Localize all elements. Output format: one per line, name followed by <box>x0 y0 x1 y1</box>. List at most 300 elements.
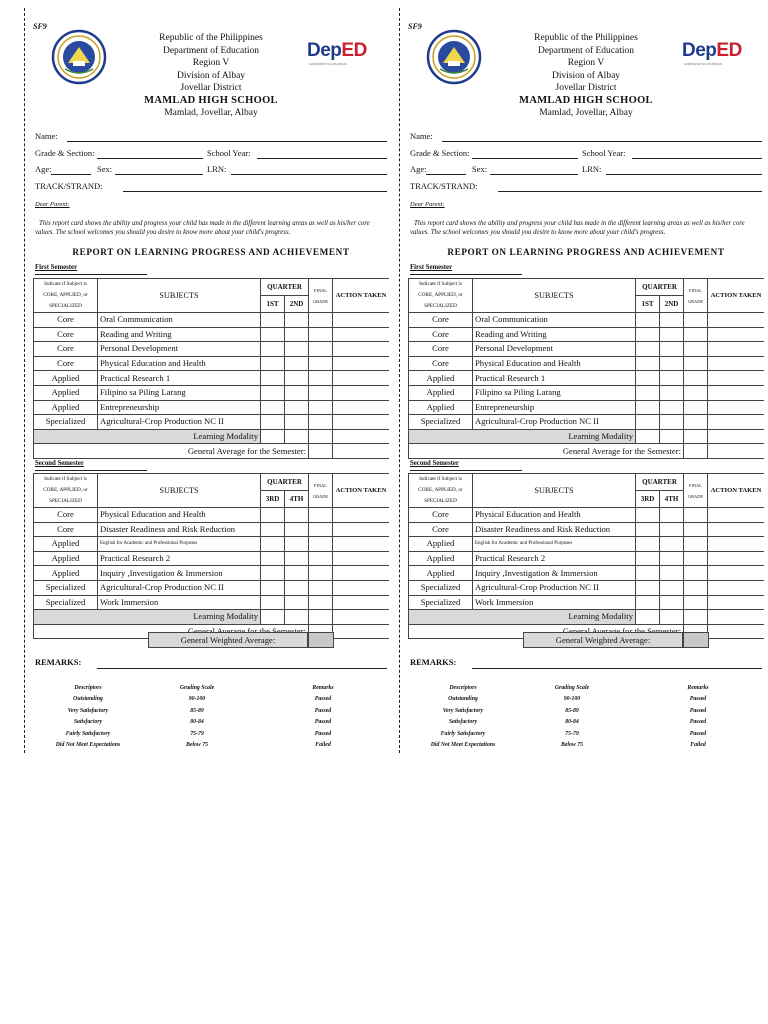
grading-cell: 80-84 <box>190 719 204 726</box>
quarter-grade-a[interactable] <box>261 356 285 371</box>
header-department: Department of Education <box>162 45 260 56</box>
general-average-row <box>409 444 765 459</box>
action-taken[interactable] <box>333 566 389 581</box>
grading-header: Descriptors <box>74 685 102 691</box>
subject-name: Agricultural-Crop Production NC II <box>98 580 261 595</box>
subject-name: Work Immersion <box>473 595 636 610</box>
general-average-action[interactable] <box>708 444 764 459</box>
header-action-taken: ACTION TAKEN <box>708 474 764 508</box>
final-grade[interactable] <box>309 551 333 566</box>
learning-modality-final[interactable] <box>684 429 708 444</box>
form-code: SF9 <box>33 22 47 31</box>
learning-modality-action[interactable] <box>708 429 764 444</box>
quarter-grade-b[interactable] <box>660 522 684 537</box>
quarter-grade-b[interactable] <box>285 508 309 523</box>
report-title: REPORT ON LEARNING PROGRESS AND ACHIEVEMENT <box>447 247 725 257</box>
action-taken[interactable] <box>708 313 764 328</box>
subject-type: Applied <box>34 537 98 552</box>
quarter-grade-a[interactable] <box>261 327 285 342</box>
quarter-grade-b[interactable] <box>660 537 684 552</box>
learning-modality-label: Learning Modality <box>409 610 636 625</box>
learning-modality-label: Learning Modality <box>409 429 636 444</box>
grading-cell: Failed <box>315 742 331 749</box>
header-quarter: QUARTER <box>636 474 684 491</box>
subject-type: Specialized <box>34 415 98 430</box>
subject-row <box>409 327 765 342</box>
quarter-grade-a[interactable] <box>261 537 285 552</box>
subject-name: Inquiry ,Investigation & Immersion <box>98 566 261 581</box>
second-semester-underline <box>35 470 147 471</box>
quarter-grade-a[interactable] <box>261 313 285 328</box>
subject-name: Practical Research 2 <box>473 551 636 566</box>
general-average-row <box>34 444 390 459</box>
general-average-value[interactable] <box>684 444 708 459</box>
header-district: Jovellar District <box>555 83 617 93</box>
remarks-label: REMARKS: <box>410 657 457 667</box>
quarter-grade-b[interactable] <box>285 415 309 430</box>
sex-line[interactable] <box>115 174 203 175</box>
quarter-grade-b[interactable] <box>285 327 309 342</box>
action-taken[interactable] <box>708 537 764 552</box>
subject-type: Applied <box>409 551 473 566</box>
quarter-grade-a[interactable] <box>261 385 285 400</box>
quarter-grade-a[interactable] <box>636 537 660 552</box>
quarter-grade-b[interactable] <box>660 415 684 430</box>
quarter-grade-a[interactable] <box>636 356 660 371</box>
grading-header: Descriptors <box>449 685 477 691</box>
final-grade[interactable] <box>684 595 708 610</box>
quarter-grade-a[interactable] <box>261 342 285 357</box>
subject-name: Practical Research 2 <box>98 551 261 566</box>
action-taken[interactable] <box>708 385 764 400</box>
subject-type: Core <box>34 342 98 357</box>
quarter-grade-a[interactable] <box>636 580 660 595</box>
subject-type: Specialized <box>409 595 473 610</box>
form-code: SF9 <box>408 22 422 31</box>
final-grade[interactable] <box>309 580 333 595</box>
quarter-grade-b[interactable] <box>285 551 309 566</box>
name-line[interactable] <box>442 141 762 142</box>
first-semester-table <box>408 278 764 459</box>
final-grade[interactable] <box>309 537 333 552</box>
learning-modality-value-b[interactable] <box>660 610 684 625</box>
quarter-grade-b[interactable] <box>285 537 309 552</box>
action-taken[interactable] <box>708 356 764 371</box>
final-grade[interactable] <box>684 327 708 342</box>
learning-modality-value-b[interactable] <box>285 610 309 625</box>
grading-col-scale <box>532 683 612 751</box>
subject-type: Core <box>34 356 98 371</box>
quarter-grade-a[interactable] <box>636 400 660 415</box>
grading-cell: Below 75 <box>185 742 209 749</box>
grading-cell: Did Not Meet Expectations <box>55 742 121 749</box>
quarter-grade-b[interactable] <box>660 595 684 610</box>
grading-cell: Passed <box>314 719 332 726</box>
action-taken[interactable] <box>708 566 764 581</box>
intro-text: This report card shows the ability and progress your child has made in the different learning areas as well as his/her core values. The school welcomes you should you desire to know more about your child's progress. <box>410 220 745 236</box>
subject-type: Core <box>34 522 98 537</box>
deped-logo-dep: Dep <box>307 40 342 61</box>
final-grade[interactable] <box>684 566 708 581</box>
header-action-taken: ACTION TAKEN <box>333 474 389 508</box>
subject-name: Reading and Writing <box>473 327 636 342</box>
quarter-grade-a[interactable] <box>261 371 285 386</box>
subject-type: Applied <box>34 371 98 386</box>
quarter-grade-b[interactable] <box>660 508 684 523</box>
quarter-grade-b[interactable] <box>660 327 684 342</box>
subject-row <box>34 537 390 552</box>
learning-modality-row <box>34 610 390 625</box>
quarter-grade-a[interactable] <box>261 522 285 537</box>
school-year-line[interactable] <box>257 158 387 159</box>
learning-modality-value-b[interactable] <box>285 429 309 444</box>
final-grade[interactable] <box>309 566 333 581</box>
learning-modality-action[interactable] <box>708 610 764 625</box>
subject-row <box>409 400 765 415</box>
lrn-label: LRN: <box>207 164 227 174</box>
action-taken[interactable] <box>708 551 764 566</box>
quarter-grade-a[interactable] <box>261 551 285 566</box>
action-taken[interactable] <box>333 342 389 357</box>
quarter-grade-b[interactable] <box>285 356 309 371</box>
action-taken[interactable] <box>333 522 389 537</box>
second-semester-label: Second Semester <box>35 460 84 467</box>
action-taken[interactable] <box>333 508 389 523</box>
age-line[interactable] <box>51 174 91 175</box>
learning-modality-final[interactable] <box>309 429 333 444</box>
grading-cell: Very Satisfactory <box>67 707 109 714</box>
final-grade[interactable] <box>684 537 708 552</box>
subject-row <box>409 551 765 566</box>
subject-type: Applied <box>34 551 98 566</box>
quarter-grade-a[interactable] <box>636 522 660 537</box>
name-line[interactable] <box>67 141 387 142</box>
quarter-grade-b[interactable] <box>285 595 309 610</box>
subject-name: Agricultural-Crop Production NC II <box>98 415 261 430</box>
grading-header: Remarks <box>312 685 334 691</box>
quarter-grade-b[interactable] <box>660 551 684 566</box>
grading-cell: Passed <box>689 696 707 703</box>
track-strand-line[interactable] <box>498 191 762 192</box>
learning-modality-value-a[interactable] <box>636 610 660 625</box>
subject-row <box>409 580 765 595</box>
header-subjects: SUBJECTS <box>98 474 261 508</box>
school-year-label: School Year: <box>207 148 251 158</box>
name-label: Name: <box>410 131 433 141</box>
subject-name: Reading and Writing <box>98 327 261 342</box>
quarter-grade-a[interactable] <box>636 551 660 566</box>
learning-modality-row <box>409 429 765 444</box>
lrn-line[interactable] <box>231 174 387 175</box>
subject-type: Core <box>34 327 98 342</box>
action-taken[interactable] <box>708 400 764 415</box>
action-taken[interactable] <box>333 537 389 552</box>
header-quarter-2nd: 2ND <box>285 296 309 313</box>
action-taken[interactable] <box>708 580 764 595</box>
action-taken[interactable] <box>708 371 764 386</box>
grading-cell: 85-89 <box>190 707 204 714</box>
deped-logo <box>307 40 367 66</box>
deped-logo-ed: ED <box>341 40 367 61</box>
quarter-grade-a[interactable] <box>636 415 660 430</box>
subject-name: Oral Communication <box>98 313 261 328</box>
deped-logo-tagline: GOBYERNO NG PILIPINAS <box>309 62 347 66</box>
track-strand-line[interactable] <box>123 191 387 192</box>
general-average-value[interactable] <box>309 444 333 459</box>
subject-row <box>409 342 765 357</box>
learning-modality-final[interactable] <box>309 610 333 625</box>
subject-name: Filipino sa Piling Larang <box>98 385 261 400</box>
quarter-grade-b[interactable] <box>660 313 684 328</box>
final-grade[interactable] <box>684 580 708 595</box>
learning-modality-action[interactable] <box>333 610 389 625</box>
subject-type: Applied <box>34 385 98 400</box>
header-quarter-1st: 1ST <box>636 296 660 313</box>
deped-logo-dep: Dep <box>682 40 717 61</box>
subject-name: Physical Education and Health <box>473 356 636 371</box>
quarter-grade-b[interactable] <box>285 580 309 595</box>
second-semester-table <box>408 473 764 639</box>
quarter-grade-a[interactable] <box>261 566 285 581</box>
subject-name: Agricultural-Crop Production NC II <box>473 415 636 430</box>
quarter-grade-b[interactable] <box>660 371 684 386</box>
cut-line-middle <box>399 8 400 753</box>
subject-row <box>34 522 390 537</box>
header-quarter-3rd: 3RD <box>636 491 660 508</box>
action-taken[interactable] <box>333 371 389 386</box>
grading-cell: 85-89 <box>565 707 579 714</box>
grading-cell: 75-79 <box>565 730 579 737</box>
grading-cell: 90-100 <box>188 696 206 703</box>
action-taken[interactable] <box>333 356 389 371</box>
final-grade[interactable] <box>309 327 333 342</box>
learning-modality-value-a[interactable] <box>636 429 660 444</box>
quarter-grade-a[interactable] <box>261 580 285 595</box>
sex-label: Sex: <box>97 164 113 174</box>
header-quarter: QUARTER <box>261 474 309 491</box>
final-grade[interactable] <box>309 342 333 357</box>
grading-cell: Below 75 <box>560 742 584 749</box>
subject-name: Entrepreneurship <box>98 400 261 415</box>
quarter-grade-b[interactable] <box>285 342 309 357</box>
subject-row <box>34 580 390 595</box>
quarter-grade-b[interactable] <box>285 566 309 581</box>
final-grade[interactable] <box>309 356 333 371</box>
quarter-grade-a[interactable] <box>636 313 660 328</box>
first-semester-label: First Semester <box>410 264 453 271</box>
subject-row <box>409 508 765 523</box>
subject-name: Disaster Readiness and Risk Reduction <box>98 522 261 537</box>
grading-cell: Outstanding <box>73 696 103 703</box>
track-strand-label: TRACK/STRAND: <box>35 181 103 191</box>
report-title: REPORT ON LEARNING PROGRESS AND ACHIEVEMENT <box>72 247 350 257</box>
header-final-grade: FINAL GRADE <box>684 474 708 508</box>
final-grade[interactable] <box>309 313 333 328</box>
grading-cell: Failed <box>690 742 706 749</box>
final-grade[interactable] <box>684 342 708 357</box>
subject-type: Core <box>409 313 473 328</box>
action-taken[interactable] <box>333 400 389 415</box>
school-year-line[interactable] <box>632 158 762 159</box>
grade-section-line[interactable] <box>97 158 203 159</box>
quarter-grade-a[interactable] <box>636 342 660 357</box>
action-taken[interactable] <box>708 415 764 430</box>
general-weighted-average-value[interactable] <box>683 632 709 648</box>
subject-row <box>34 415 390 430</box>
quarter-grade-a[interactable] <box>636 385 660 400</box>
subject-name: Entrepreneurship <box>473 400 636 415</box>
grading-col-descriptors <box>408 683 518 751</box>
lrn-line[interactable] <box>606 174 762 175</box>
grade-section-line[interactable] <box>472 158 578 159</box>
learning-modality-value-a[interactable] <box>261 610 285 625</box>
general-average-action[interactable] <box>333 624 389 639</box>
second-semester-label: Second Semester <box>410 460 459 467</box>
quarter-grade-a[interactable] <box>636 508 660 523</box>
school-year-label: School Year: <box>582 148 626 158</box>
age-label: Age: <box>35 164 52 174</box>
grading-cell: Passed <box>314 730 332 737</box>
subject-type: Core <box>409 522 473 537</box>
subject-row <box>34 356 390 371</box>
quarter-grade-a[interactable] <box>636 371 660 386</box>
intro-text: This report card shows the ability and progress your child has made in the different learning areas as well as his/her core values. The school welcomes you should you desire to know more about your child's progress. <box>35 220 370 236</box>
subject-row <box>34 313 390 328</box>
action-taken[interactable] <box>333 415 389 430</box>
final-grade[interactable] <box>309 415 333 430</box>
final-grade[interactable] <box>684 313 708 328</box>
subject-type: Specialized <box>409 415 473 430</box>
final-grade[interactable] <box>684 551 708 566</box>
final-grade[interactable] <box>684 385 708 400</box>
header-region: Region V <box>567 58 605 68</box>
final-grade[interactable] <box>309 522 333 537</box>
learning-modality-final[interactable] <box>684 610 708 625</box>
quarter-grade-b[interactable] <box>660 385 684 400</box>
quarter-grade-a[interactable] <box>636 595 660 610</box>
subject-row <box>409 566 765 581</box>
remarks-label: REMARKS: <box>35 657 82 667</box>
learning-modality-value-b[interactable] <box>660 429 684 444</box>
grading-cell: Passed <box>689 730 707 737</box>
action-taken[interactable] <box>708 508 764 523</box>
subject-row <box>409 537 765 552</box>
subject-type: Core <box>409 342 473 357</box>
sex-line[interactable] <box>490 174 578 175</box>
action-taken[interactable] <box>333 327 389 342</box>
action-taken[interactable] <box>708 342 764 357</box>
final-grade[interactable] <box>309 371 333 386</box>
final-grade[interactable] <box>684 371 708 386</box>
quarter-grade-b[interactable] <box>660 356 684 371</box>
action-taken[interactable] <box>333 313 389 328</box>
final-grade[interactable] <box>309 385 333 400</box>
grading-col-remarks <box>295 683 351 751</box>
subject-row <box>409 522 765 537</box>
final-grade[interactable] <box>309 595 333 610</box>
quarter-grade-a[interactable] <box>261 508 285 523</box>
action-taken[interactable] <box>708 522 764 537</box>
second-semester-table <box>33 473 389 639</box>
quarter-grade-a[interactable] <box>261 400 285 415</box>
final-grade[interactable] <box>684 400 708 415</box>
quarter-grade-a[interactable] <box>261 415 285 430</box>
quarter-grade-b[interactable] <box>660 580 684 595</box>
quarter-grade-b[interactable] <box>285 522 309 537</box>
learning-modality-value-a[interactable] <box>261 429 285 444</box>
learning-modality-row <box>409 610 765 625</box>
final-grade[interactable] <box>684 356 708 371</box>
general-average-action[interactable] <box>708 624 764 639</box>
subject-name: Practical Research 1 <box>473 371 636 386</box>
learning-modality-action[interactable] <box>333 429 389 444</box>
header-indicate: Indicate if Subject is CORE, APPLIED, or SPECIALIZED <box>34 474 98 508</box>
action-taken[interactable] <box>333 580 389 595</box>
grading-cell: Fairly Satisfactory <box>65 730 111 737</box>
final-grade[interactable] <box>684 415 708 430</box>
action-taken[interactable] <box>333 551 389 566</box>
grading-cell: Fairly Satisfactory <box>440 730 486 737</box>
general-weighted-average-value[interactable] <box>308 632 334 648</box>
final-grade[interactable] <box>309 400 333 415</box>
quarter-grade-a[interactable] <box>636 327 660 342</box>
grading-cell: Outstanding <box>448 696 478 703</box>
quarter-grade-b[interactable] <box>285 313 309 328</box>
action-taken[interactable] <box>333 595 389 610</box>
track-strand-label: TRACK/STRAND: <box>410 181 478 191</box>
action-taken[interactable] <box>708 595 764 610</box>
grading-cell: Passed <box>689 719 707 726</box>
quarter-grade-b[interactable] <box>285 371 309 386</box>
quarter-grade-a[interactable] <box>261 595 285 610</box>
quarter-grade-b[interactable] <box>285 385 309 400</box>
age-line[interactable] <box>426 174 466 175</box>
grading-col-remarks <box>670 683 726 751</box>
school-name: MAMLAD HIGH SCHOOL <box>519 94 653 106</box>
general-average-action[interactable] <box>333 444 389 459</box>
learning-modality-row <box>34 429 390 444</box>
subject-row <box>34 508 390 523</box>
action-taken[interactable] <box>333 385 389 400</box>
quarter-grade-b[interactable] <box>285 400 309 415</box>
subject-name: Personal Development <box>98 342 261 357</box>
grading-cell: Very Satisfactory <box>442 707 484 714</box>
final-grade[interactable] <box>684 508 708 523</box>
subject-row <box>34 400 390 415</box>
quarter-grade-a[interactable] <box>636 566 660 581</box>
sex-label: Sex: <box>472 164 488 174</box>
final-grade[interactable] <box>684 522 708 537</box>
remarks-line[interactable] <box>97 668 387 669</box>
subject-row <box>34 371 390 386</box>
header-final-grade: FINAL GRADE <box>684 279 708 313</box>
second-semester-underline <box>410 470 522 471</box>
quarter-grade-b[interactable] <box>660 342 684 357</box>
header-republic: Republic of the Philippines <box>534 33 638 43</box>
general-average-label: General Average for the Semester: <box>34 444 309 459</box>
action-taken[interactable] <box>708 327 764 342</box>
remarks-line[interactable] <box>472 668 762 669</box>
header-district: Jovellar District <box>180 83 242 93</box>
header-quarter-4th: 4TH <box>660 491 684 508</box>
final-grade[interactable] <box>309 508 333 523</box>
quarter-grade-b[interactable] <box>660 566 684 581</box>
header-subjects: SUBJECTS <box>98 279 261 313</box>
name-label: Name: <box>35 131 58 141</box>
grading-cell: Satisfactory <box>448 719 478 726</box>
subject-row <box>34 595 390 610</box>
quarter-grade-b[interactable] <box>660 400 684 415</box>
